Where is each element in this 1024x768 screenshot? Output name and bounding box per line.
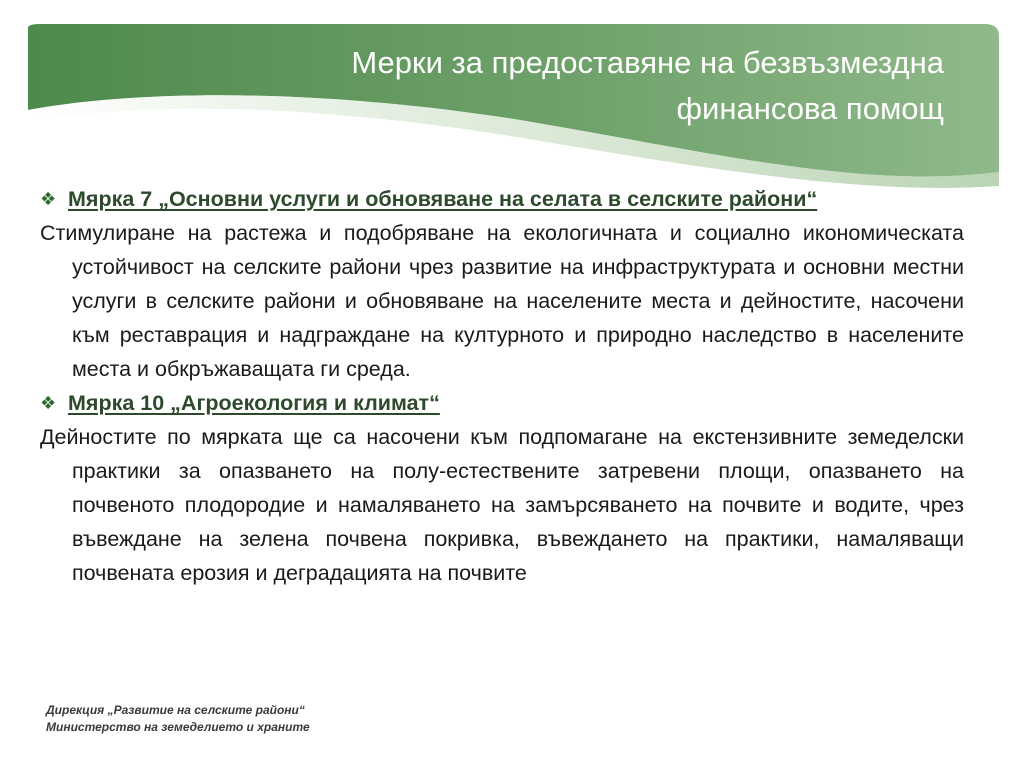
section-heading-measure-7 bbox=[40, 182, 964, 216]
section-heading-text: Мярка 10 „Агроекология и климат“ bbox=[68, 391, 440, 415]
section-body-measure-7: Стимулиране на растежа и подобряване на екологичната и социално икономическата устойчивост на селските райони чрез развитие на инфраструктурата и основни местни услуги в селските райони и обновяване на населените места и дейностите, насочени към реставрация и надграждане на културното и природно наследство в населените места и обкръжаващата ги среда. bbox=[40, 221, 964, 381]
slide-content bbox=[40, 182, 964, 590]
diamond-bullet-icon: ❖ bbox=[40, 393, 57, 413]
footer-ministry: Министерство на земеделието и храните bbox=[46, 720, 310, 734]
slide-title bbox=[184, 40, 944, 132]
section-body-measure-10: Дейностите по мярката ще са насочени към подпомагане на екстензивните земеделски практики за опазването на полу-естествените затревени площи, опазването на почвеното плодородие и намаляването на замърсяването на почвите и водите, чрез въвеждане на зелена почвена покривка, въвеждането на практики, намаляващи почвената ерозия и деградацията на почвите bbox=[40, 425, 964, 585]
section-heading-text: Мярка 7 „Основни услуги и обновяване на селата в селските райони“ bbox=[68, 187, 818, 211]
footer bbox=[46, 702, 310, 736]
section-heading-measure-10 bbox=[40, 386, 964, 420]
slide-title-line-2: финансова помощ bbox=[676, 91, 944, 126]
diamond-bullet-icon: ❖ bbox=[40, 189, 57, 209]
slide-title-line-1: Мерки за предоставяне на безвъзмездна bbox=[351, 45, 944, 80]
footer-directorate: Дирекция „Развитие на селските райони“ bbox=[46, 703, 305, 717]
